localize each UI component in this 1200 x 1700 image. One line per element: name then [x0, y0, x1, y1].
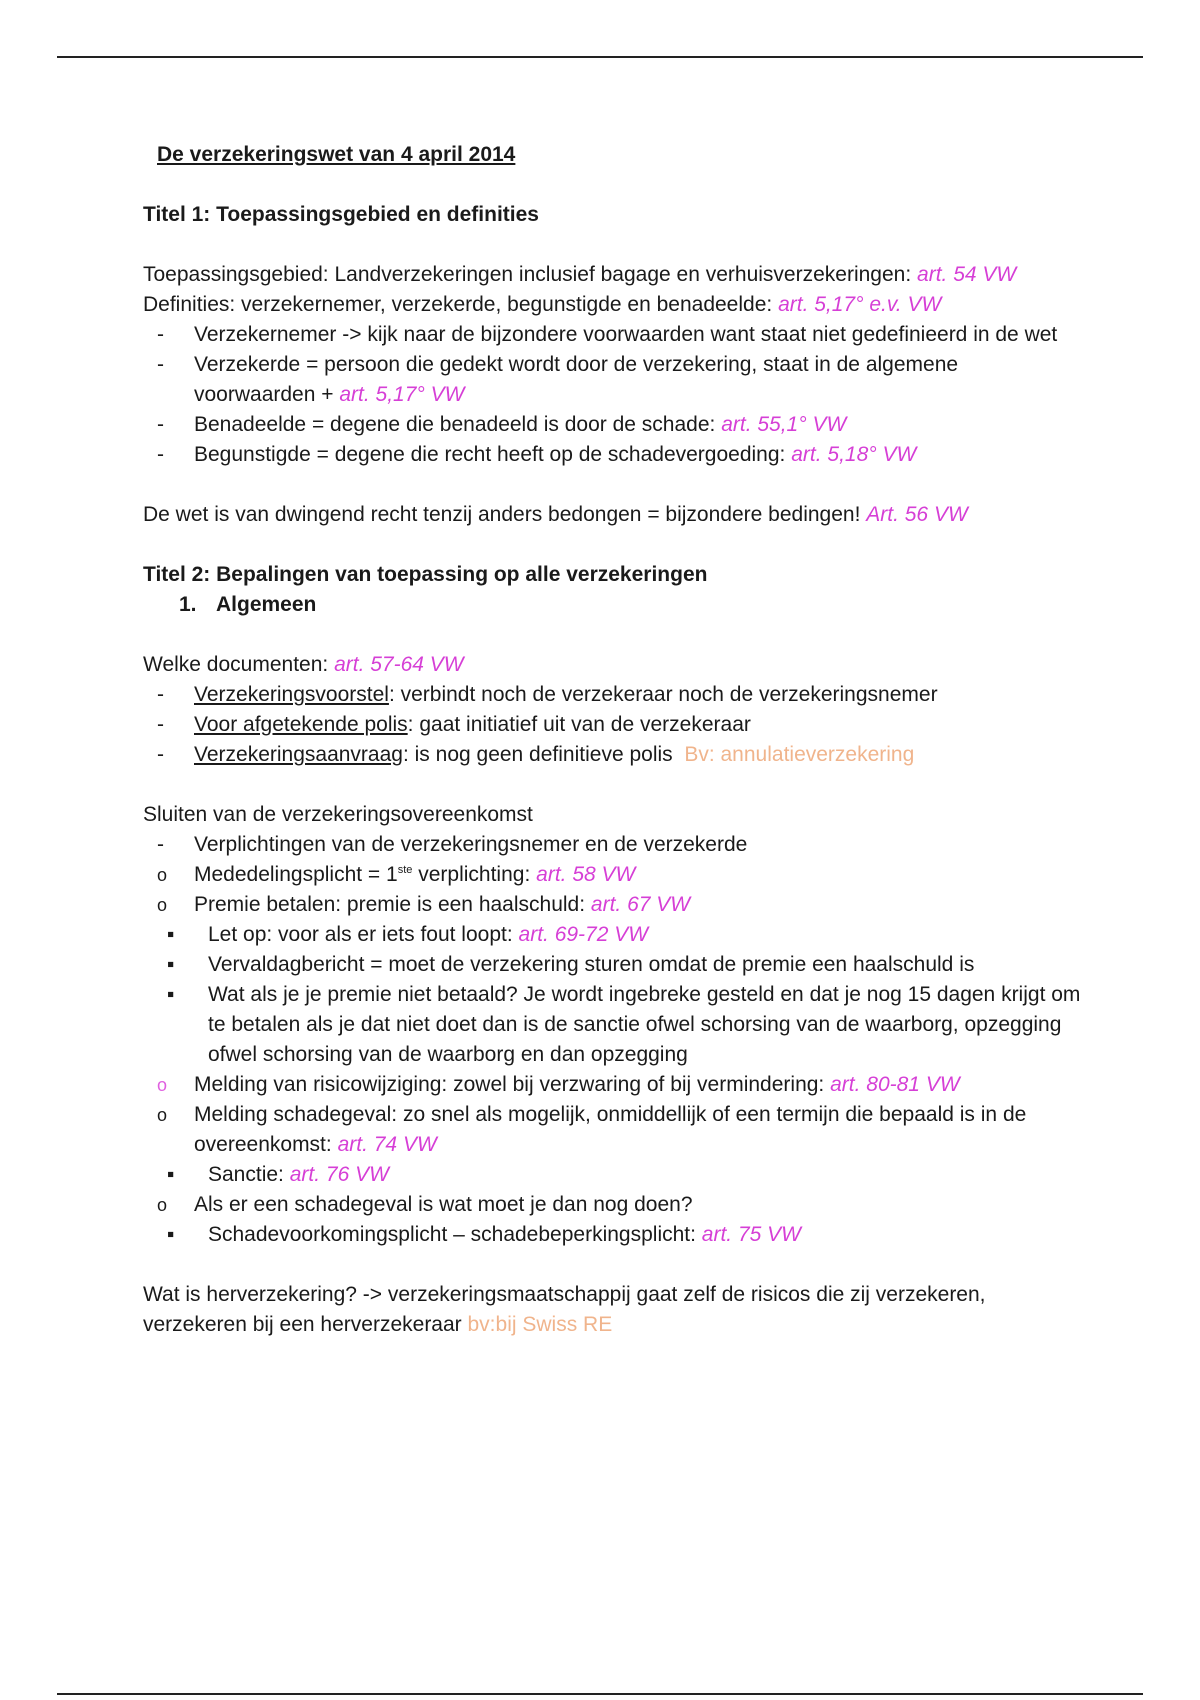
- list-item: - Benadeelde = degene die benadeeld is door de schade: art. 55,1° VW: [143, 410, 1083, 440]
- list-item: o Als er een schadegeval is wat moet je dan nog doen?: [143, 1190, 1083, 1220]
- titel1-heading: Titel 1: Toepassingsgebied en definities: [143, 203, 539, 226]
- example-note: bv:bij Swiss RE: [467, 1313, 613, 1336]
- list-item: ▪ Sanctie: art. 76 VW: [143, 1160, 1083, 1190]
- article-ref: art. 5,17° VW: [339, 383, 465, 406]
- documents-line: Welke documenten: art. 57-64 VW: [143, 653, 464, 676]
- article-ref: art. 58 VW: [536, 863, 636, 886]
- list-item: - Verzekernemer -> kijk naar de bijzondere voorwaarden want staat niet gedefinieerd in de wet: [143, 320, 1083, 350]
- reinsurance-paragraph: Wat is herverzekering? -> verzekeringsmaatschappij gaat zelf de risicos die zij verzekeren, verzekeren bij een herverzekeraar bv:bij Swiss RE: [143, 1283, 986, 1336]
- list-item: ▪ Let op: voor als er iets fout loopt: art. 69-72 VW: [143, 920, 1083, 950]
- list-item: - Verzekeringsaanvraag: is nog geen definitieve polis Bv: annulatieverzekering: [143, 740, 1083, 770]
- list-item: o Melding van risicowijziging: zowel bij verzwaring of bij vermindering: art. 80-81 VW: [143, 1070, 1083, 1100]
- list-item: o Mededelingsplicht = 1ste verplichting: art. 58 VW: [143, 860, 1083, 890]
- article-ref: art. 55,1° VW: [721, 413, 847, 436]
- article-ref: art. 57-64 VW: [334, 653, 464, 676]
- example-note: Bv: annulatieverzekering: [684, 743, 915, 766]
- article-ref: art. 74 VW: [337, 1133, 437, 1156]
- article-ref: art. 67 VW: [590, 893, 691, 916]
- list-item: - Verzekeringsvoorstel: verbindt noch de verzekeraar noch de verzekeringsnemer: [143, 680, 1083, 710]
- article-ref: art. 54 VW: [917, 263, 1017, 286]
- circle-bullet-icon: o: [157, 895, 168, 915]
- article-ref: art. 5,18° VW: [791, 443, 917, 466]
- list-item: ▪ Wat als je je premie niet betaald? Je wordt ingebreke gesteld en dat je nog 15 dagen krijgt om te betalen als je dat niet doet dan is de sanctie ofwel schorsing van de waarborg, opzegging ofwel schorsing van de waarborg en dan opzegging: [143, 980, 1083, 1070]
- list-item: o Melding schadegeval: zo snel als mogelijk, onmiddellijk of een termijn die bepaald is in de overeenkomst: art. 74 VW: [143, 1100, 1083, 1160]
- article-ref: art. 69-72 VW: [518, 923, 649, 946]
- list-item: - Verzekerde = persoon die gedekt wordt door de verzekering, staat in de algemene voorwaarden + art. 5,17° VW: [143, 350, 1083, 410]
- circle-bullet-icon: o: [157, 1105, 168, 1125]
- list-item: o Premie betalen: premie is een haalschuld: art. 67 VW: [143, 890, 1083, 920]
- article-ref: art. 80-81 VW: [830, 1073, 960, 1096]
- list-item: - Verplichtingen van de verzekeringsnemer en de verzekerde: [143, 830, 1083, 860]
- list-item: ▪ Schadevoorkomingsplicht – schadebeperkingsplicht: art. 75 VW: [143, 1220, 1083, 1250]
- circle-bullet-icon: o: [157, 865, 168, 885]
- article-ref: Art. 56 VW: [866, 503, 968, 526]
- article-ref: art. 75 VW: [701, 1223, 801, 1246]
- circle-bullet-icon: o: [157, 1075, 168, 1095]
- section-heading: 1. Algemeen: [179, 593, 317, 616]
- article-ref: art. 5,17° e.v. VW: [778, 293, 942, 316]
- list-item: - Voor afgetekende polis: gaat initiatief uit van de verzekeraar: [143, 710, 1083, 740]
- list-item: - Begunstigde = degene die recht heeft op de schadevergoeding: art. 5,18° VW: [143, 440, 1083, 470]
- contract-heading: Sluiten van de verzekeringsovereenkomst: [143, 803, 533, 826]
- footer-rule: [57, 1693, 1143, 1695]
- mandatory-law-line: De wet is van dwingend recht tenzij anders bedongen = bijzondere bedingen! Art. 56 VW: [143, 503, 968, 526]
- scope-line: Toepassingsgebied: Landverzekeringen inclusief bagage en verhuisverzekeringen: art. 54 VW: [143, 263, 1017, 286]
- list-item: ▪ Vervaldagbericht = moet de verzekering sturen omdat de premie een haalschuld is: [143, 950, 1083, 980]
- titel2-heading: Titel 2: Bepalingen van toepassing op alle verzekeringen: [143, 563, 708, 586]
- page-title: De verzekeringswet van 4 april 2014: [157, 143, 516, 166]
- circle-bullet-icon: o: [157, 1195, 168, 1215]
- document-body: [143, 140, 1083, 1340]
- article-ref: art. 76 VW: [289, 1163, 389, 1186]
- definitions-line: Definities: verzekernemer, verzekerde, begunstigde en benadeelde: art. 5,17° e.v. VW: [143, 293, 942, 316]
- header-rule: [57, 56, 1143, 58]
